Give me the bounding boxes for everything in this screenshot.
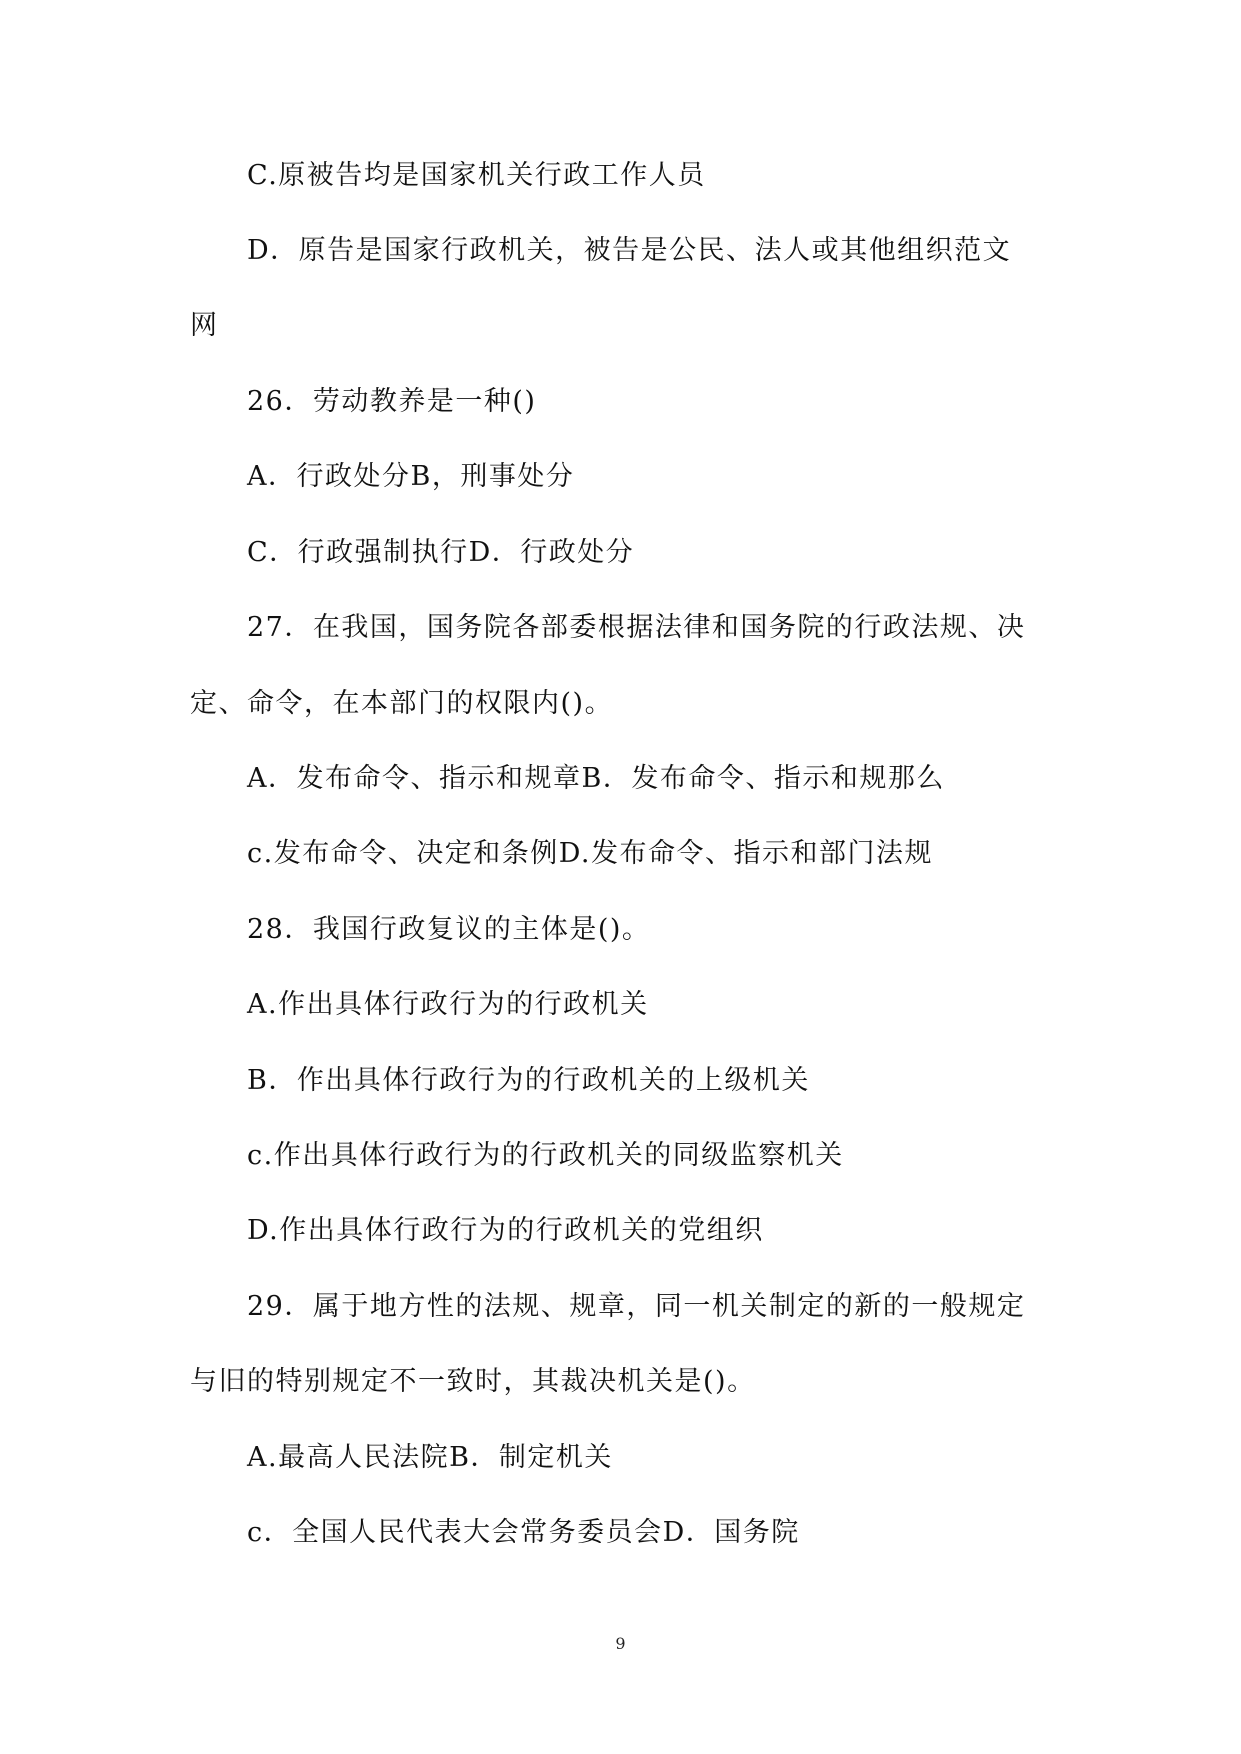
question-26: 26．劳动教养是一种() xyxy=(247,386,537,417)
option-c-q25: C.原被告均是国家机关行政工作人员 xyxy=(247,160,706,191)
options-cd-q27: c.发布命令、决定和条例D.发布命令、指示和部门法规 xyxy=(247,838,933,869)
options-cd-q26: C．行政强制执行D．行政处分 xyxy=(247,537,635,568)
question-27: 27．在我国，国务院各部委根据法律和国务院的行政法规、决 xyxy=(247,612,1026,643)
option-b-q28: B．作出具体行政行为的行政机关的上级机关 xyxy=(247,1065,810,1096)
question-27-continued: 定、命令，在本部门的权限内()。 xyxy=(190,688,614,719)
options-cd-q29: c．全国人民代表大会常务委员会D．国务院 xyxy=(247,1517,800,1548)
question-29-continued: 与旧的特别规定不一致时，其裁决机关是()。 xyxy=(190,1366,756,1397)
options-ab-q29: A.最高人民法院B．制定机关 xyxy=(247,1442,613,1473)
option-c-q28: c.作出具体行政行为的行政机关的同级监察机关 xyxy=(247,1140,844,1171)
options-ab-q27: A．发布命令、指示和规章B．发布命令、指示和规那么 xyxy=(247,763,945,794)
option-d-q25-continued: 网 xyxy=(190,310,219,341)
options-ab-q26: A．行政处分B，刑事处分 xyxy=(247,461,575,492)
option-a-q28: A.作出具体行政行为的行政机关 xyxy=(247,989,649,1020)
option-d-q25: D．原告是国家行政机关，被告是公民、法人或其他组织范文 xyxy=(247,235,1012,266)
page-number: 9 xyxy=(615,1634,626,1653)
question-29: 29．属于地方性的法规、规章，同一机关制定的新的一般规定 xyxy=(247,1291,1026,1322)
question-28: 28．我国行政复议的主体是()。 xyxy=(247,914,651,945)
option-d-q28: D.作出具体行政行为的行政机关的党组织 xyxy=(247,1215,764,1246)
